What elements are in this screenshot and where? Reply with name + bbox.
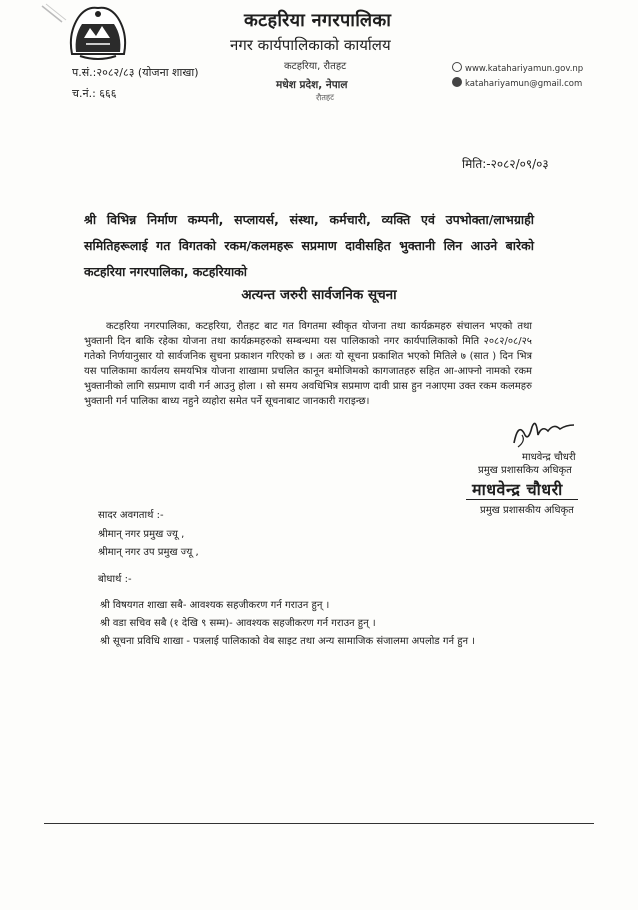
stamp-name: माधवेन्द्र चौधरी [472,480,563,499]
email-icon [452,77,462,87]
reference-number: प.सं.:२०८२/८३ (योजना शाखा) [72,66,199,79]
info-item: श्री वडा सचिव सबै (१ देखि ९ सम्म)- आवश्यक सहजीकरण गर्न गराउन हुन् । [100,618,376,629]
address-line-1: कटहरिया, रौतहट [284,61,347,72]
info-item: श्री सूचना प्रविधि शाखा - पत्रलाई पालिकाको वेब साइट तथा अन्य सामाजिक संजालमा अपलोड गर्न हुन । [100,636,476,647]
stamp-title: प्रमुख प्रशासकीय अधिकृत [480,505,574,516]
email-line [452,77,582,89]
stamp-divider [466,499,578,500]
globe-icon [452,62,462,72]
info-heading: बोधार्थ :- [98,574,132,585]
nepal-emblem-icon [66,4,130,62]
subject: श्री विभिन्न निर्माण कम्पनी, सप्लायर्स, संस्था, कर्मचारी, व्यक्ति एवं उपभोक्ता/लाभग्राही समितिहरूलाई गत विगतको रकम/कलमहरू सप्रमाण दावीसहित भुक्तानी लिन आउने बारेको कटहरिया नगरपालिका, कटहरियाको [84,212,534,279]
notice-title: अत्यन्त जरुरी सार्वजनिक सूचना [241,287,397,303]
dispatch-number: च.नं.: ६६६ [72,87,117,100]
cc-item: श्रीमान् नगर उप प्रमुख ज्यू , [98,547,199,558]
footer-divider [44,823,594,824]
cc-heading: सादर अवगतार्थ :- [98,510,164,521]
cc-item: श्रीमान् नगर प्रमुख ज्यू , [98,529,185,540]
letter-date: मिति:-२०८२/०९/०३ [462,157,549,171]
signatory-title: प्रमुख प्रशासकिय अधिकृत [478,465,572,476]
signatory-name: माधवेन्द्र चौधरी [522,452,576,463]
address-line-3: रौतहट [315,92,335,103]
email-text: katahariyamun@gmail.com [465,79,583,89]
signature-icon [508,413,580,453]
address-line-2: मधेश प्रदेश, नेपाल [276,79,348,91]
org-name: कटहरिया नगरपालिका [244,10,392,31]
website-text: www.katahariyamun.gov.np [465,64,584,74]
info-item: श्री विषयगत शाखा सबै- आवश्यक सहजीकरण गर्न गराउन हुन् । [100,600,330,611]
notice-body: कटहरिया नगरपालिका, कटहरिया, रौतहट बाट गत विगतमा स्वीकृत योजना तथा कार्यक्रमहरु संचालन भएको तथा भुक्तानी दिन बाकि रहेका योजना तथा कार्यक्रमहरुको सम्बन्धमा यस पालिकाको नगर कार्यपालिकाको मिति २०८२/०८/२५ गतेको निर्णयानुसार यो सार्वजनिक सुचना प्रकाशन गरिएको छ । अतः यो सूचना प्रकाशित भएको मितिले ७ (सात ) दिन भित्र यस पालिकामा कार्यलय समयभित्र योजना शाखामा प्रचलित कानून बमोजिमको कागजातहरु सहित आ-आफ्नो नामको रकम भुक्तानीको लागि सप्रमाण दावी गर्न आउनु होला । सो समय अवधिभित्र सप्रमाण दावी प्रास हुन नआएमा उक्त रकम कलमहरु भुक्तानी गर्न पालिका बाध्य नहुने व्यहोरा समेत पर्ने सूचनाबाट जानकारी गराइन्छ। [84,321,532,407]
website-line [452,62,583,74]
office-name: नगर कार्यपालिकाको कार्यालय [230,36,391,54]
